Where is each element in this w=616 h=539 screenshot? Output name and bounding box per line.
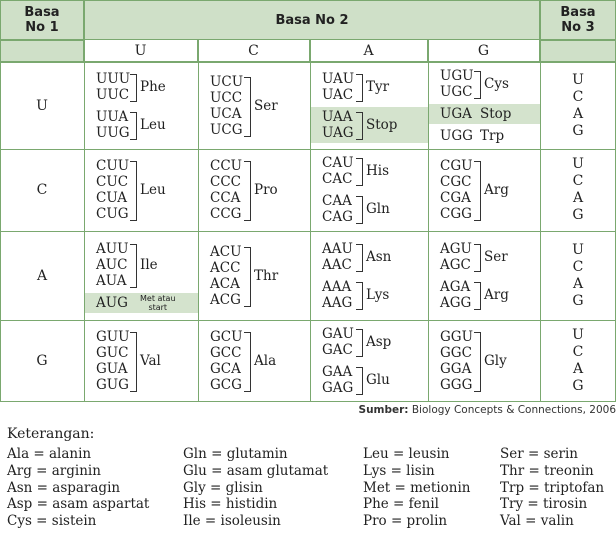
third-base-label: C (572, 88, 584, 105)
legend-entry: Lys = lisin (363, 462, 435, 479)
third-base-label: A (572, 275, 584, 292)
third-base-list (540, 327, 616, 395)
codon-bracket (356, 158, 363, 186)
codon: UGC (440, 83, 473, 100)
codon: UCG (210, 121, 243, 138)
amino-acid-label: Ser (254, 97, 278, 114)
first-base-label: C (36, 182, 48, 198)
codon-bracket (474, 332, 481, 392)
amino-acid-label: His (366, 163, 390, 179)
amino-acid-label: Met atau start (140, 293, 176, 312)
codon-bracket (130, 161, 137, 221)
amino-acid-label: Asp (366, 333, 392, 350)
amino-acid-label: Lys (366, 286, 390, 303)
codon: CUG (96, 206, 129, 222)
codon: CUC (96, 174, 129, 190)
codon: GGC (440, 344, 472, 361)
codon: GCU (210, 328, 243, 345)
amino-acid-label: Gly (484, 352, 507, 369)
codon: UCA (210, 105, 242, 122)
codon: AAC (322, 256, 352, 273)
codon: AGA (440, 278, 471, 295)
codon: AGU (440, 240, 472, 257)
codon: AUA (96, 272, 127, 289)
codon: CCU (210, 158, 243, 174)
third-base-list (540, 72, 616, 140)
codon-bracket (244, 332, 251, 392)
codon-bracket (356, 196, 363, 224)
codon: UUU (96, 70, 131, 87)
codon: GGG (440, 376, 473, 393)
codon-bracket (356, 244, 363, 272)
third-base-label: A (572, 105, 584, 122)
codon: GAC (322, 341, 353, 358)
codon: AUG (96, 294, 128, 311)
codon-bracket (244, 77, 251, 137)
legend-entry: Glu = asam glutamat (183, 462, 329, 479)
amino-acid-label: Tyr (366, 78, 390, 95)
third-base-label: U (572, 71, 584, 88)
codon: GCC (210, 344, 242, 361)
amino-acid-label: Stop (480, 105, 512, 122)
amino-acid-label: Ile (140, 256, 158, 273)
codon: ACU (210, 243, 242, 260)
legend-column (7, 446, 149, 530)
sub-header-u: U (84, 40, 198, 62)
codon: UUA (96, 108, 129, 125)
grid-hline (0, 401, 616, 402)
codon-bracket (474, 244, 481, 272)
grid-hline (0, 320, 616, 321)
codon-bracket (474, 282, 481, 310)
codon-bracket (474, 71, 481, 99)
third-base-label: U (572, 326, 584, 343)
codon: GGU (440, 328, 473, 345)
codon: GAA (322, 363, 353, 380)
codon: GCA (210, 360, 241, 377)
codon: UCC (210, 89, 243, 106)
codon: CCC (210, 174, 241, 190)
codon-bracket (130, 244, 137, 288)
amino-acid-label: Stop (366, 116, 398, 133)
codon: AAG (322, 294, 353, 311)
codon: ACG (210, 291, 241, 308)
codon-bracket (130, 332, 137, 392)
amino-acid-label: Arg (484, 286, 509, 303)
codon: CUU (96, 158, 130, 174)
codon: UUG (96, 124, 130, 141)
legend-column (183, 446, 328, 530)
codon-bracket (244, 247, 251, 307)
codon: CCA (210, 190, 241, 206)
amino-acid-label: Asn (366, 248, 392, 265)
amino-acid-label: Val (140, 352, 161, 369)
codon: CGA (440, 190, 471, 206)
legend-column (500, 446, 604, 530)
legend-entry: Val = valin (500, 513, 574, 530)
codon: CGC (440, 174, 472, 190)
codon: ACC (210, 259, 241, 276)
codon: UAC (322, 86, 354, 103)
amino-acid-label: Glu (366, 371, 390, 388)
codon: CGG (440, 206, 472, 222)
legend-title: Keterangan: (7, 426, 95, 442)
codon: UGU (440, 67, 474, 84)
codon: GUA (96, 360, 128, 377)
third-base-label: U (572, 241, 584, 258)
third-base-label: G (572, 207, 584, 223)
codon: CAU (322, 155, 354, 171)
codon: CAA (322, 193, 352, 209)
legend-entry: Thr = treonin (500, 462, 594, 479)
codon: AGG (440, 294, 472, 311)
grid-hline (0, 149, 616, 150)
legend-entry: His = histidin (183, 496, 278, 513)
third-base-list (540, 156, 616, 224)
codon: UGG (440, 127, 473, 144)
grid-vline (310, 40, 311, 401)
legend-entry: Ser = serin (500, 446, 578, 462)
amino-acid-label: Thr (254, 267, 279, 284)
grid-vline (428, 40, 429, 401)
codon: GUU (96, 328, 130, 345)
amino-acid-label: Ser (484, 248, 508, 265)
amino-acid-label: Arg (484, 182, 509, 198)
amino-acid-label: Ala (254, 352, 277, 369)
grid-vline (84, 0, 85, 401)
source-note: Sumber: Biology Concepts & Connections, 2006 (358, 404, 616, 416)
third-base-label: A (572, 190, 584, 206)
third-base-label: C (572, 173, 584, 189)
legend-entry: Met = metionin (363, 479, 471, 496)
amino-acid-label: Cys (484, 75, 509, 92)
codon: GCG (210, 376, 242, 393)
codon: AAU (322, 240, 353, 257)
codon-bracket (356, 74, 363, 102)
codon: GUC (96, 344, 129, 361)
codon: UAU (322, 70, 355, 87)
codon: GUG (96, 376, 129, 393)
codon: UAG (322, 124, 354, 141)
codon: CAG (322, 209, 353, 225)
codon: AUU (96, 240, 129, 257)
grid-hline (0, 231, 616, 232)
codon: AGC (440, 256, 471, 273)
codon: UGA (440, 105, 472, 122)
third-base-list (540, 242, 616, 310)
codon: UCU (210, 73, 244, 90)
codon: GGA (440, 360, 472, 377)
first-base-label: G (36, 352, 48, 369)
third-base-label: G (572, 377, 584, 394)
legend-entry: Cys = sistein (7, 513, 97, 530)
codon-bracket (356, 112, 363, 140)
codon: AAA (322, 278, 352, 295)
sub-header-g: G (428, 40, 540, 62)
third-base-label: G (572, 122, 584, 139)
legend-entry: Phe = fenil (363, 496, 439, 513)
grid-hline (0, 62, 616, 63)
grid-vline (198, 40, 199, 401)
codon: UUC (96, 86, 130, 103)
legend-entry: Ile = isoleusin (183, 513, 281, 530)
amino-acid-label: Leu (140, 116, 166, 133)
header-basa-no-1: Basa No 1 (0, 0, 84, 40)
third-base-label: G (572, 292, 584, 309)
amino-acid-label: Gln (366, 201, 390, 217)
third-base-label: C (572, 258, 584, 275)
legend-entry: Ala = alanin (7, 446, 92, 462)
codon: CCG (210, 206, 242, 222)
codon: ACA (210, 275, 240, 292)
header-basa-no-3: Basa No 3 (540, 0, 616, 40)
sub-header-c: C (198, 40, 310, 62)
codon-bracket (474, 161, 481, 221)
amino-acid-label: Trp (480, 127, 505, 144)
legend-entry: Arg = arginin (7, 462, 101, 479)
legend-entry: Asp = asam aspartat (7, 496, 150, 513)
legend-entry: Pro = prolin (363, 513, 448, 530)
legend-entry: Trp = triptofan (500, 479, 605, 496)
codon: UAA (322, 108, 353, 125)
legend-column (363, 446, 471, 530)
codon: CGU (440, 158, 473, 174)
codon: GAG (322, 379, 354, 396)
codon-bracket (130, 74, 137, 102)
amino-acid-label: Phe (140, 78, 166, 95)
codon: GAU (322, 325, 354, 342)
codon-bracket (356, 282, 363, 310)
first-base-label: U (36, 97, 48, 114)
codon-bracket (356, 367, 363, 395)
header-basa-no-2: Basa No 2 (84, 0, 540, 40)
header-sub-blank-right (540, 40, 616, 62)
header-sub-blank-left (0, 40, 84, 62)
legend-entry: Leu = leusin (363, 446, 450, 462)
third-base-label: A (572, 360, 584, 377)
codon: AUC (96, 256, 128, 273)
third-base-label: U (572, 156, 584, 172)
codon-bracket (356, 329, 363, 357)
codon: CAC (322, 171, 353, 187)
amino-acid-label: Pro (254, 182, 278, 198)
codon-bracket (244, 161, 251, 221)
legend-entry: Gln = glutamin (183, 446, 288, 462)
amino-acid-label: Leu (140, 182, 166, 198)
third-base-label: C (572, 343, 584, 360)
codon: CUA (96, 190, 128, 206)
legend-entry: Try = tirosin (500, 496, 588, 513)
first-base-label: A (36, 267, 48, 284)
sub-header-a: A (310, 40, 428, 62)
codon-bracket (130, 112, 137, 140)
legend-entry: Gly = glisin (183, 479, 263, 496)
legend-entry: Asn = asparagin (7, 479, 121, 496)
